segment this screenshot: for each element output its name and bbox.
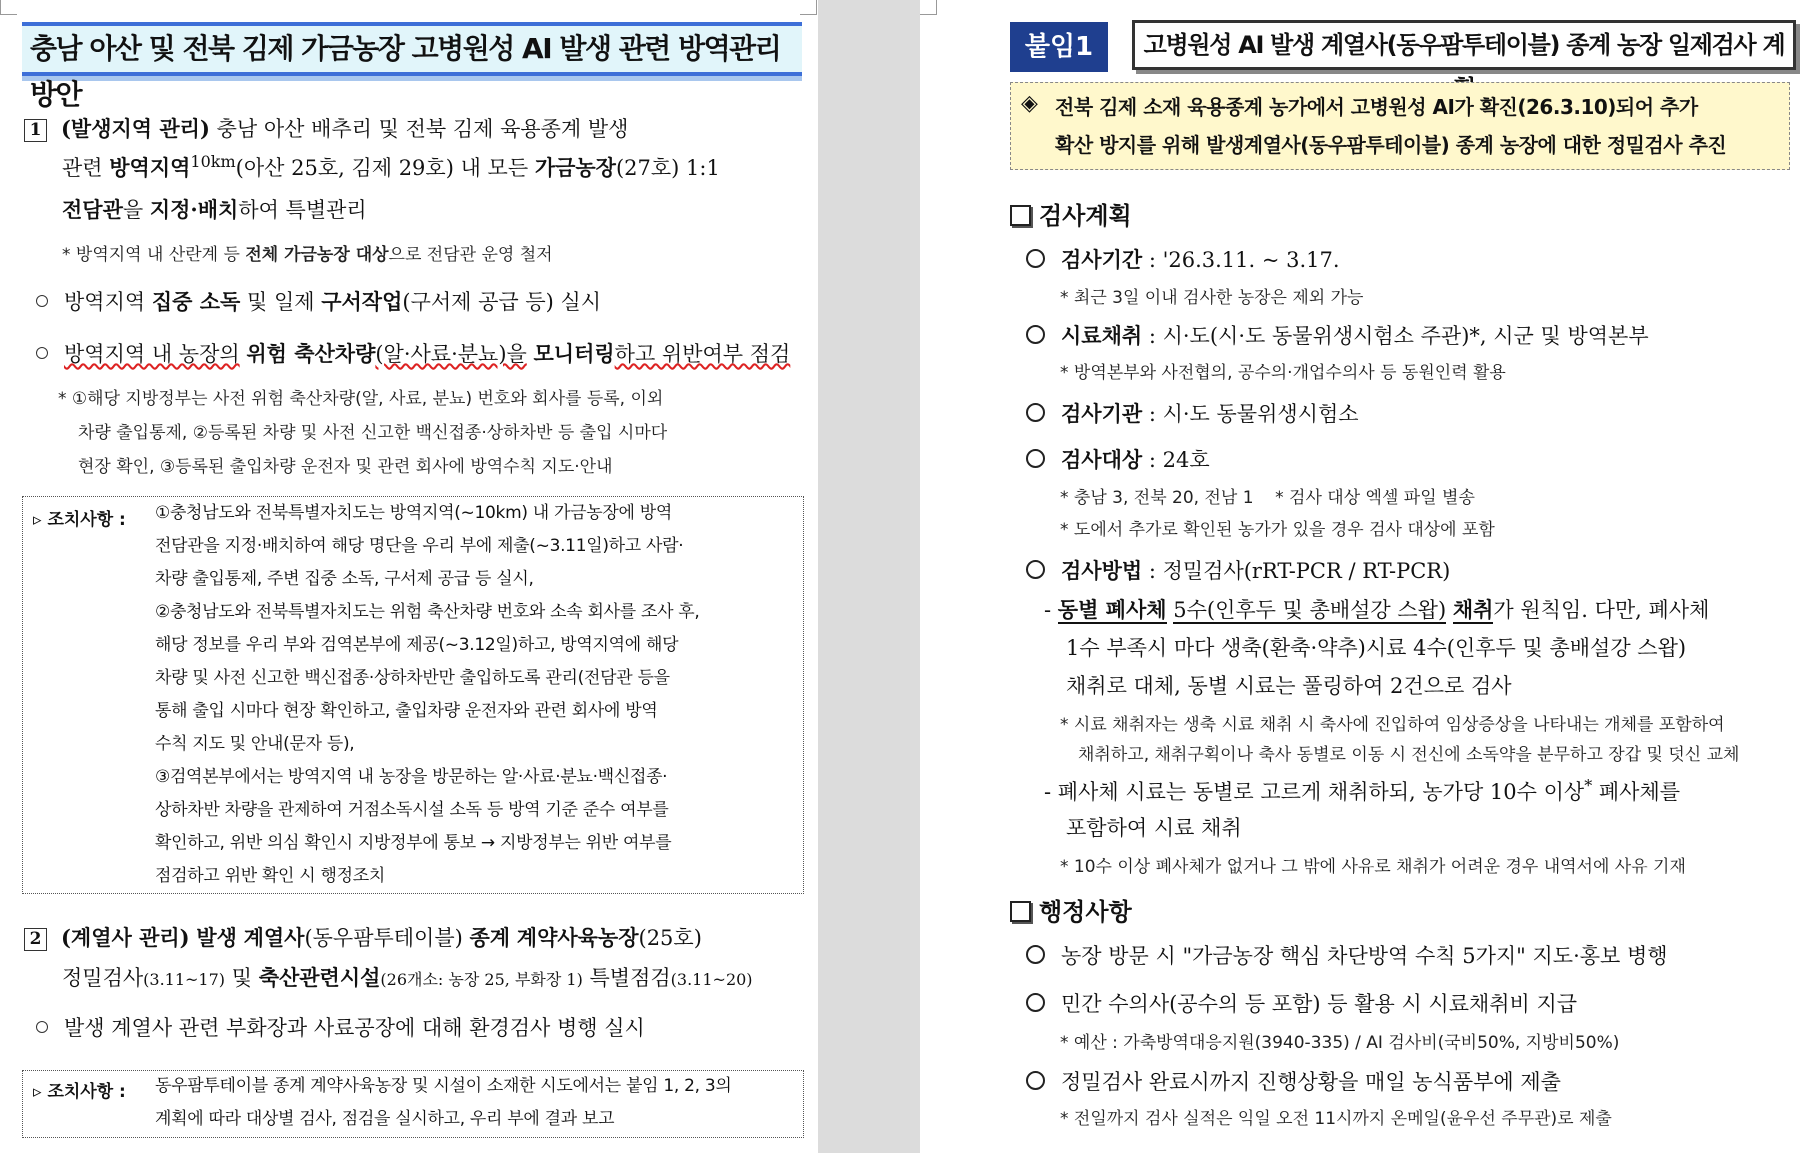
bullet-circle-icon	[36, 347, 48, 359]
plan-period: 검사기간 : '26.3.11. ~ 3.17.	[1026, 244, 1340, 274]
admin-item-3: 정밀검사 완료시까지 진행상황을 매일 농식품부에 제출	[1026, 1066, 1561, 1096]
bullet-circle-icon	[36, 295, 48, 307]
page-title: 충남 아산 및 전북 김제 가금농장 고병원성 AI 발생 관련 방역관리 방안	[22, 22, 802, 76]
section-1-bullet-2: 방역지역 내 농장의 위험 축산차량(알·사료·분뇨)을 모니터링하고 위반여부 점검	[36, 338, 790, 368]
right-page	[920, 0, 1820, 1153]
section-1-bullet-1: 방역지역 집중 소독 및 일제 구서작업(구서제 공급 등) 실시	[36, 286, 601, 316]
plan-method: 검사방법 : 정밀검사(rRT-PCR / RT-PCR)	[1026, 555, 1450, 585]
plan-sample-note: * 방역본부와 사전협의, 공수의·개업수의사 등 동원인력 활용	[1060, 363, 1506, 383]
page-corner-mark	[800, 0, 817, 15]
bullet-circle-icon	[1026, 325, 1045, 344]
plan-sample: 시료채취 : 시·도(시·도 동물위생시험소 주관)*, 시군 및 방역본부	[1026, 320, 1649, 350]
method-note-3: * 10수 이상 폐사체가 없거나 그 밖에 사유로 채취가 어려운 경우 내역서에 사유 기재	[1060, 857, 1686, 877]
section-2-line-2: 정밀검사(3.11~17) 및 축산관련시설(26개소: 농장 25, 부화장 1) 특별점검(3.11~20)	[62, 965, 753, 990]
section-2-bullet-1: 발생 계열사 관련 부화장과 사료공장에 대해 환경검사 병행 실시	[36, 1012, 645, 1042]
action-items-label: ▹ 조치사항 :	[33, 510, 126, 530]
method-detail-line-5: 포함하여 시료 채취	[1066, 816, 1242, 840]
section-1-line-3: 전담관을 지정·배치하여 특별관리	[62, 197, 367, 222]
plan-period-note: * 최근 3일 이내 검사한 농장은 제외 가능	[1060, 288, 1364, 308]
bullet-circle-icon	[1026, 449, 1045, 468]
admin-item-1: 농장 방문 시 "가금농장 핵심 차단방역 수칙 5가지" 지도·홍보 병행	[1026, 940, 1668, 970]
attachment-badge: 붙임1	[1010, 22, 1108, 72]
plan-target-note-2: * 도에서 추가로 확인된 농가가 있을 경우 검사 대상에 포함	[1060, 520, 1495, 540]
page-corner-mark	[0, 0, 17, 15]
section-1-line-1: 1 (발생지역 관리) 충남 아산 배추리 및 전북 김제 육용종계 발생	[24, 113, 628, 143]
bullet-circle-icon	[1026, 1071, 1045, 1090]
summary-line-2: 확산 방지를 위해 발생계열사(동우팜투테이블) 종계 농장에 대한 정밀검사 추진	[1055, 133, 1727, 157]
bullet-circle-icon	[36, 1021, 48, 1033]
method-detail-line-2: 1수 부족시 마다 생축(환축·약추)시료 4수(인후두 및 총배설강 스왑)	[1066, 636, 1687, 660]
plan-heading: 검사계획	[1010, 196, 1132, 231]
admin-heading: 행정사항	[1010, 892, 1132, 927]
action-items-label: ▹ 조치사항 :	[33, 1082, 126, 1102]
action-items-text: 동우팜투테이블 종계 계약사육농장 및 시설이 소재한 시도에서는 붙임 1, 2, 3의 계획에 따라 대상별 검사, 점검을 실시하고, 우리 부에 결과 보고	[155, 1076, 732, 1129]
action-items-text: ①충청남도와 전북특별자치도는 방역지역(~10km) 내 가금농장에 방역 전담관을 지정·배치하여 해당 명단을 우리 부에 제출(~3.11일)하고 사람· 차량 출입통제, 주변 집중 소독, 구서제 공급 등 실시, ②충청남도와 전북특별자치도는 위험 축산차량 번호와 소속 회사를 조사 후, 해당 정보를 우리 부와 검역본부에 제공(~3.12일)하고, 방역지역에 해당 차량 및 사전 신고한 백신접종·상하차반만 출입하도록 관리(전담관 등을 통해 출입 시마다 현장 확인하고, 출입차량 운전자와 관련 회사에 방역 수칙 지도 및 안내(문자 등), ③검역본부에서는 방역지역 내 농장을 방문하는 알·사료·분뇨·백신접종· 상하차반 차량을 관제하여 거점소독시설 소독 등 방역 기준 준수 여부를 확인하고, 위반 의심 확인시 지방정부에 통보 → 지방정부는 위반 여부를 점검하고 위반 확인 시 행정조치	[155, 503, 700, 886]
admin-item-3-note: * 전일까지 검사 실적은 익일 오전 11시까지 온메일(윤우선 주무관)로 제출	[1060, 1109, 1612, 1129]
page-corner-mark	[920, 0, 937, 15]
bullet-circle-icon	[1026, 993, 1045, 1012]
summary-box	[1010, 82, 1790, 170]
diamond-icon: ◈	[1021, 91, 1038, 116]
section-1-note-2-line-2: 차량 출입통제, ②등록된 차량 및 사전 신고한 백신접종·상하차반 등 출입 시마다	[78, 423, 668, 443]
checkbox-square-icon	[1010, 205, 1031, 226]
section-1-note: * 방역지역 내 산란계 등 전체 가금농장 대상으로 전담관 운영 철저	[62, 245, 553, 265]
method-detail-line-3: 채취로 대체, 동별 시료는 풀링하여 2건으로 검사	[1066, 674, 1512, 698]
plan-target-note-1: * 충남 3, 전북 20, 전남 1 * 검사 대상 엑셀 파일 별송	[1060, 488, 1475, 508]
bullet-circle-icon	[1026, 560, 1045, 579]
method-note-1: * 시료 채취자는 생축 시료 채취 시 축사에 진입하여 임상증상을 나타내는 개체를 포함하여	[1060, 715, 1725, 735]
admin-item-2-note: * 예산 : 가축방역대응지원(3940-335) / AI 검사비(국비50%, 지방비50%)	[1060, 1033, 1620, 1053]
summary-line-1: 전북 김제 소재 육용종계 농가에서 고병원성 AI가 확진(26.3.10)되어 추가	[1055, 95, 1698, 119]
bullet-circle-icon	[1026, 945, 1045, 964]
section-number: 1	[24, 119, 47, 142]
section-number: 2	[24, 928, 47, 951]
action-items-box-2	[22, 1070, 804, 1138]
section-1-note-2-line-3: 현장 확인, ③등록된 출입차량 운전자 및 관련 회사에 방역수칙 지도·안내	[78, 457, 613, 477]
bullet-circle-icon	[1026, 403, 1045, 422]
section-2-line-1: 2 (계열사 관리) 발생 계열사(동우팜투테이블) 종계 계약사육농장(25호)	[24, 922, 702, 952]
method-note-2: 채취하고, 채취구획이나 축사 동별로 이동 시 전신에 소독약을 분무하고 장갑 및 덧신 교체	[1078, 745, 1740, 765]
action-items-box-1	[22, 496, 804, 894]
bullet-circle-icon	[1026, 249, 1045, 268]
section-1-line-2: 관련 방역지역$^{10km}$(아산 25호, 김제 29호) 내 모든 가금농장(27호) 1:1	[62, 152, 720, 180]
left-page	[0, 0, 818, 1153]
section-1-note-2-line-1: * ①해당 지방정부는 사전 위험 축산차량(알, 사료, 분뇨) 번호와 회사를 등록, 이외	[58, 389, 664, 409]
method-detail-line-4: - 폐사체 시료는 동별로 고르게 채취하되, 농가당 10수 이상* 폐사체를	[1044, 776, 1681, 804]
attachment-title: 고병원성 AI 발생 계열사(동우팜투테이블) 종계 농장 일제검사 계	[1132, 20, 1796, 70]
checkbox-square-icon	[1010, 901, 1031, 922]
admin-item-2: 민간 수의사(공수의 등 포함) 등 활용 시 시료채취비 지급	[1026, 988, 1577, 1018]
plan-target: 검사대상 : 24호	[1026, 444, 1210, 474]
plan-org: 검사기관 : 시·도 동물위생시험소	[1026, 398, 1359, 428]
method-detail-line-1: - 동별 폐사체 5수(인후두 및 총배설강 스왑) 채취가 원칙임. 다만, 폐사체	[1044, 597, 1710, 622]
